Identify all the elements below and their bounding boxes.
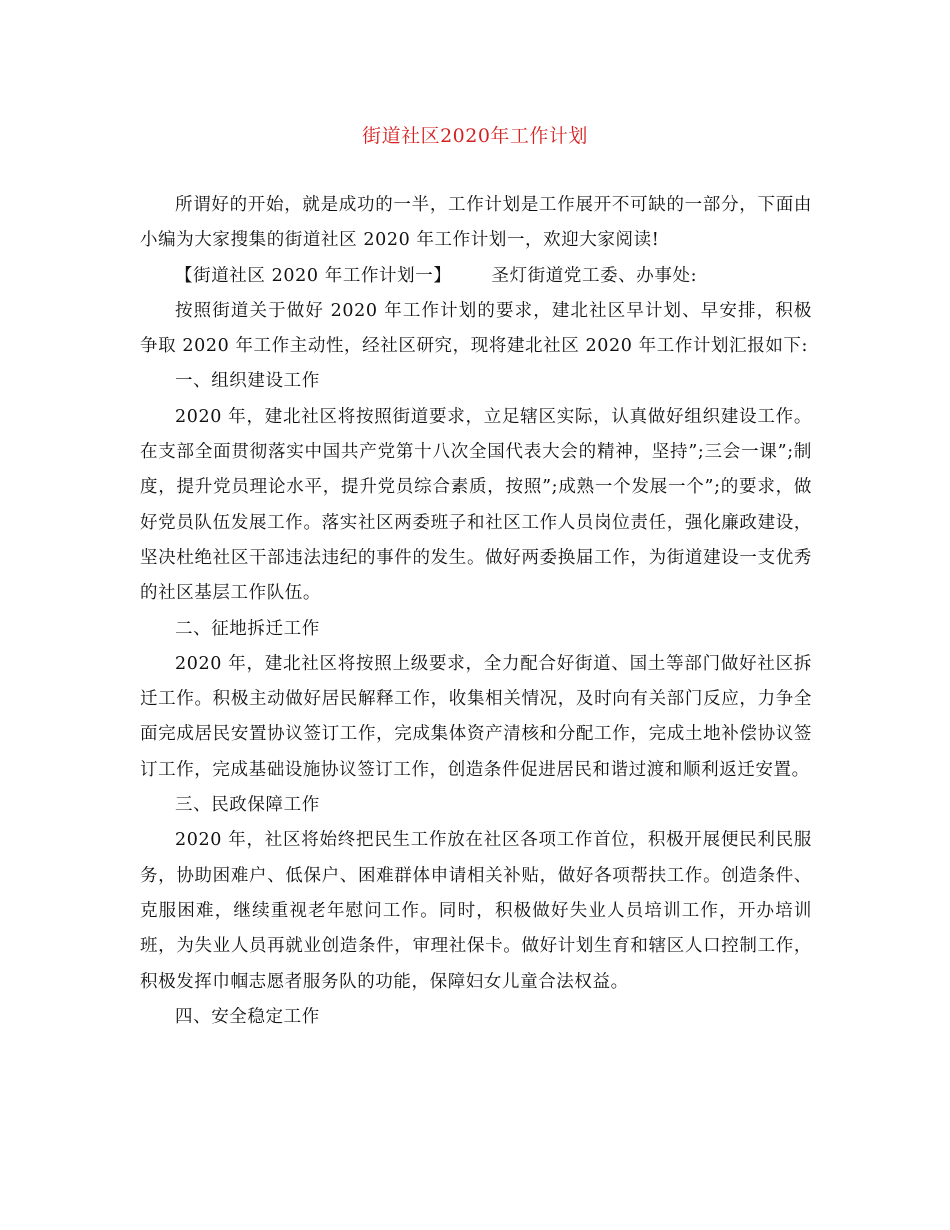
section-heading-2: 二、征地拆迁工作 (175, 618, 320, 639)
addressee: 圣灯街道党工委、办事处: (491, 265, 698, 286)
section-paragraph-3: 2020 年，社区将始终把民生工作放在社区各项工作首位，积极开展便民利民服务，协助困难户、低保户、困难群体申请相关补贴，做好各项帮扶工作。创造条件、克服困难，继续重视老年慰问工作。同时，积极做好失业人员培训工作，开办培训班，为失业人员再就业创造条件，审理社保卡。做好计划生育和辖区人口控制工作，积极发挥巾帼志愿者服务队的功能，保障妇女儿童合法权益。 (140, 830, 812, 992)
section-paragraph-2: 2020 年，建北社区将按照上级要求，全力配合好街道、国土等部门做好社区拆迁工作。积极主动做好居民解释工作，收集相关情况，及时向有关部门反应，力争全面完成居民安置协议签订工作，完成集体资产清核和分配工作，完成土地补偿协议签订工作，完成基础设施协议签订工作，创造条件促进居民和谐过渡和顺利返迁安置。 (140, 653, 812, 780)
intro-paragraph: 所谓好的开始，就是成功的一半，工作计划是工作展开不可缺的一部分，下面由小编为大家搜集的街道社区 2020 年工作计划一，欢迎大家阅读! (140, 195, 812, 251)
section-paragraph-1: 2020 年，建北社区将按照街道要求，立足辖区实际，认真做好组织建设工作。在支部全面贯彻落实中国共产党第十八次全国代表大会的精神，坚持”;三会一课”;制度，提升党员理论水平，提升党员综合素质，按照”;成熟一个发展一个”;的要求，做好党员队伍发展工作。落实社区两委班子和社区工作人员岗位责任，强化廉政建设，坚决杜绝社区干部违法违纪的事件的发生。做好两委换届工作，为街道建设一支优秀的社区基层工作队伍。 (140, 406, 812, 604)
section-label: 【街道社区 2020 年工作计划一】 (175, 265, 452, 286)
section-heading-1: 一、组织建设工作 (175, 371, 320, 392)
opening-paragraph: 按照街道关于做好 2020 年工作计划的要求，建北社区早计划、早安排，积极争取 2020 年工作主动性，经社区研究，现将建北社区 2020 年工作计划汇报如下: (140, 300, 812, 357)
section-heading-4: 四、安全稳定工作 (175, 1006, 320, 1027)
document-title: 街道社区2020年工作计划 (362, 125, 588, 147)
section-label-line (140, 259, 812, 294)
section-heading-3: 三、民政保障工作 (175, 795, 320, 816)
document-body (140, 188, 812, 1035)
